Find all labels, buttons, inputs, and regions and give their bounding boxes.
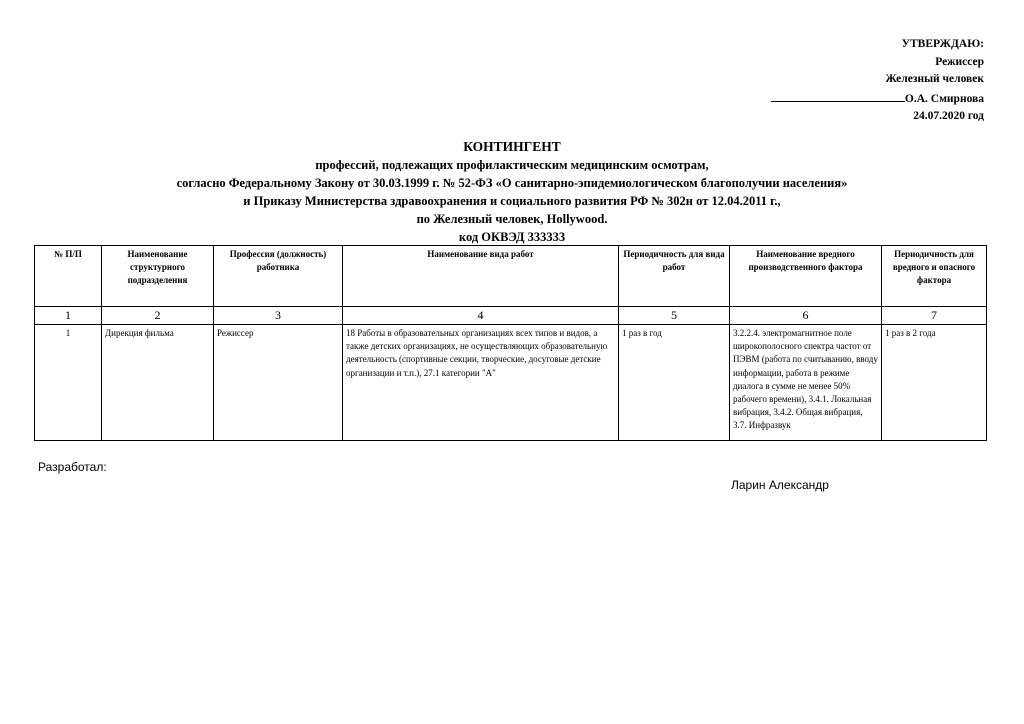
- table-row: [35, 325, 987, 441]
- approval-block: [771, 36, 984, 126]
- approval-heading: УТВЕРЖДАЮ:: [901, 38, 984, 50]
- header-number: № П/П: [35, 246, 102, 307]
- cell-harmful-factor: 3.2.2.4. электромагнитное поле широкополосного спектра частот от ПЭВМ (работа по считыванию, вводу информации, работа в режиме диалога в сумме не менее 50% рабочего времени), 3.4.1. Локальная вибрация, 3.4.2. Общая вибрация, 3.7. Инфразвук: [730, 325, 882, 441]
- cell-work-periodicity: 1 раз в год: [619, 325, 730, 441]
- title-main: КОНТИНГЕНТ: [463, 139, 561, 154]
- signature-line: [771, 89, 905, 102]
- developer-name: Ларин Александр: [731, 478, 829, 492]
- header-factor-periodicity: Периодичность для вредного и опасного фактора: [882, 246, 987, 307]
- title-line-2: согласно Федеральному Закону от 30.03.1999 г. № 52-ФЗ «О санитарно-эпидемиологическом благополучии населения»: [176, 176, 848, 190]
- title-line-5: код ОКВЭД 333333: [458, 230, 566, 244]
- cell-number: 1: [35, 325, 102, 441]
- cell-work-type: 18 Работы в образовательных организациях всех типов и видов, а также детских организациях, не осуществляющих образовательную деятельность (спортивные секции, творческие, досуговые детские организации и т.п.), 27.1 категории "А": [343, 325, 619, 441]
- approval-position: Режиссер: [935, 55, 984, 68]
- column-number: 4: [343, 307, 619, 325]
- table-header-row: [35, 246, 987, 307]
- approval-date: 24.07.2020 год: [913, 110, 984, 122]
- column-number: 6: [730, 307, 882, 325]
- document-title: [0, 138, 1024, 246]
- approval-signature-row: [771, 89, 984, 109]
- header-harmful-factor: Наименование вредного производственного фактора: [730, 246, 882, 307]
- developed-by-label: Разработал:: [38, 460, 107, 474]
- column-number: 7: [882, 307, 987, 325]
- title-line-4: по Железный человек, Hollywood.: [416, 212, 608, 226]
- column-number-row: [35, 307, 987, 325]
- contingent-table: [34, 245, 987, 441]
- column-number: 2: [102, 307, 214, 325]
- column-number: 1: [35, 307, 102, 325]
- header-department: Наименование структурного подразделения: [102, 246, 214, 307]
- header-profession: Профессия (должность) работника: [214, 246, 343, 307]
- cell-factor-periodicity: 1 раз в 2 года: [882, 325, 987, 441]
- column-number: 3: [214, 307, 343, 325]
- cell-profession: Режиссер: [214, 325, 343, 441]
- column-number: 5: [619, 307, 730, 325]
- header-work-periodicity: Периодичность для вида работ: [619, 246, 730, 307]
- header-work-type: Наименование вида работ: [343, 246, 619, 307]
- cell-department: Дирекция фильма: [102, 325, 214, 441]
- approval-company: Железный человек: [885, 73, 984, 85]
- approval-signatory: О.А. Смирнова: [904, 92, 984, 105]
- title-line-1: профессий, подлежащих профилактическим медицинским осмотрам,: [315, 158, 709, 172]
- title-line-3: и Приказу Министерства здравоохранения и социального развития РФ № 302н от 12.04.2011 г.,: [243, 194, 781, 208]
